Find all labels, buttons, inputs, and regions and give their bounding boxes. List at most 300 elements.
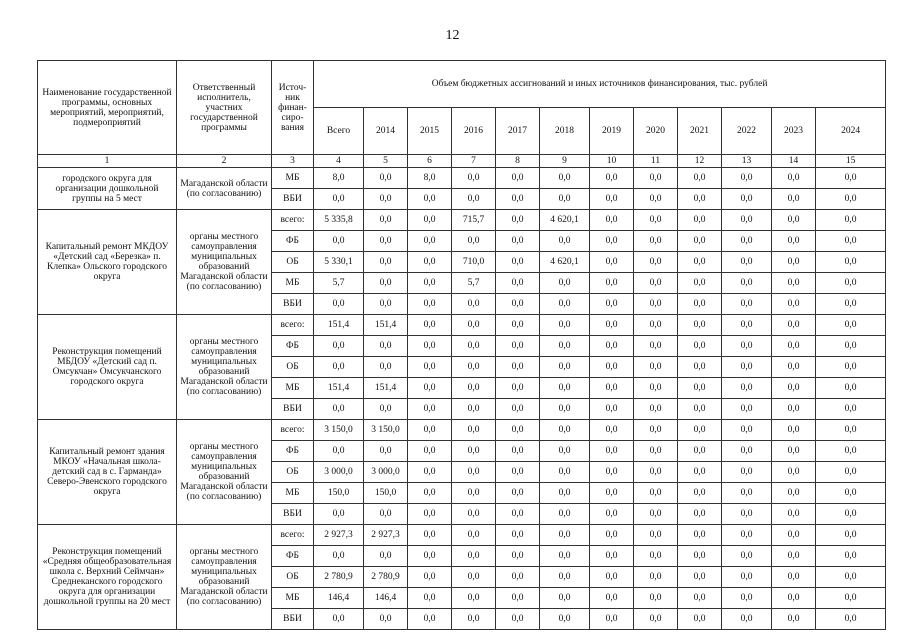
year-value-cell: 0,0 bbox=[634, 567, 678, 588]
year-value-cell: 0,0 bbox=[678, 357, 722, 378]
year-value-cell: 0,0 bbox=[816, 399, 886, 420]
header-name: Наименование государственной программы, основных мероприятий, мероприятий, подмероприятий bbox=[38, 61, 177, 155]
year-value-cell: 0,0 bbox=[634, 525, 678, 546]
year-value-cell: 0,0 bbox=[772, 588, 816, 609]
year-value-cell: 0,0 bbox=[452, 420, 496, 441]
total-cell: 0,0 bbox=[314, 189, 364, 210]
year-value-cell: 0,0 bbox=[634, 189, 678, 210]
budget-table bbox=[37, 60, 886, 630]
year-value-cell: 0,0 bbox=[816, 357, 886, 378]
year-value-cell: 0,0 bbox=[408, 273, 452, 294]
total-cell: 0,0 bbox=[314, 294, 364, 315]
year-value-cell: 0,0 bbox=[678, 462, 722, 483]
year-value-cell: 0,0 bbox=[364, 294, 408, 315]
year-value-cell: 0,0 bbox=[722, 273, 772, 294]
year-value-cell: 0,0 bbox=[496, 546, 540, 567]
year-value-cell: 0,0 bbox=[452, 399, 496, 420]
year-value-cell: 0,0 bbox=[678, 420, 722, 441]
total-cell: 146,4 bbox=[314, 588, 364, 609]
year-value-cell: 0,0 bbox=[496, 378, 540, 399]
total-cell: 0,0 bbox=[314, 399, 364, 420]
year-value-cell: 0,0 bbox=[590, 189, 634, 210]
total-cell: 0,0 bbox=[314, 609, 364, 630]
year-value-cell: 0,0 bbox=[722, 210, 772, 231]
year-value-cell: 2 927,3 bbox=[364, 525, 408, 546]
total-cell: 5,7 bbox=[314, 273, 364, 294]
year-value-cell: 0,0 bbox=[816, 462, 886, 483]
year-value-cell: 0,0 bbox=[678, 609, 722, 630]
year-value-cell: 0,0 bbox=[452, 357, 496, 378]
executor-name: органы местного самоуправления муниципальных образований Магаданской области (по согласованию) bbox=[177, 315, 272, 420]
year-value-cell: 0,0 bbox=[408, 252, 452, 273]
total-cell: 5 335,8 bbox=[314, 210, 364, 231]
year-value-cell: 0,0 bbox=[540, 588, 590, 609]
year-value-cell: 0,0 bbox=[364, 546, 408, 567]
year-value-cell: 0,0 bbox=[540, 336, 590, 357]
year-value-cell: 0,0 bbox=[678, 273, 722, 294]
year-value-cell: 0,0 bbox=[590, 315, 634, 336]
year-value-cell: 0,0 bbox=[772, 294, 816, 315]
year-value-cell: 0,0 bbox=[772, 357, 816, 378]
year-value-cell: 0,0 bbox=[452, 588, 496, 609]
year-value-cell: 0,0 bbox=[678, 315, 722, 336]
year-value-cell: 0,0 bbox=[678, 525, 722, 546]
year-value-cell: 0,0 bbox=[540, 525, 590, 546]
year-value-cell: 0,0 bbox=[496, 168, 540, 189]
header-year-2021: 2021 bbox=[678, 108, 722, 155]
year-value-cell: 0,0 bbox=[772, 378, 816, 399]
year-value-cell: 0,0 bbox=[540, 273, 590, 294]
year-value-cell: 0,0 bbox=[590, 609, 634, 630]
year-value-cell: 0,0 bbox=[496, 357, 540, 378]
year-value-cell: 0,0 bbox=[722, 168, 772, 189]
year-value-cell: 0,0 bbox=[772, 420, 816, 441]
total-cell: 3 000,0 bbox=[314, 462, 364, 483]
year-value-cell: 0,0 bbox=[496, 231, 540, 252]
year-value-cell: 0,0 bbox=[540, 189, 590, 210]
year-value-cell: 0,0 bbox=[540, 168, 590, 189]
year-value-cell: 0,0 bbox=[496, 273, 540, 294]
year-value-cell: 0,0 bbox=[722, 357, 772, 378]
year-value-cell: 151,4 bbox=[364, 378, 408, 399]
total-cell: 0,0 bbox=[314, 504, 364, 525]
year-value-cell: 0,0 bbox=[678, 441, 722, 462]
year-value-cell: 0,0 bbox=[678, 483, 722, 504]
year-value-cell: 0,0 bbox=[772, 273, 816, 294]
year-value-cell: 151,4 bbox=[364, 315, 408, 336]
year-value-cell: 0,0 bbox=[772, 168, 816, 189]
funding-source: МБ bbox=[272, 588, 314, 609]
year-value-cell: 4 620,1 bbox=[540, 252, 590, 273]
funding-source: ФБ bbox=[272, 231, 314, 252]
year-value-cell: 0,0 bbox=[816, 210, 886, 231]
year-value-cell: 0,0 bbox=[816, 420, 886, 441]
year-value-cell: 0,0 bbox=[816, 336, 886, 357]
column-number: 12 bbox=[678, 155, 722, 168]
year-value-cell: 0,0 bbox=[408, 525, 452, 546]
year-value-cell: 0,0 bbox=[590, 420, 634, 441]
year-value-cell: 0,0 bbox=[452, 525, 496, 546]
table-row bbox=[38, 420, 886, 441]
total-cell: 151,4 bbox=[314, 315, 364, 336]
year-value-cell: 0,0 bbox=[408, 378, 452, 399]
year-value-cell: 150,0 bbox=[364, 483, 408, 504]
year-value-cell: 0,0 bbox=[722, 189, 772, 210]
year-value-cell: 0,0 bbox=[722, 462, 772, 483]
table-body bbox=[38, 168, 886, 630]
year-value-cell: 0,0 bbox=[408, 462, 452, 483]
year-value-cell: 0,0 bbox=[452, 336, 496, 357]
year-value-cell: 0,0 bbox=[678, 546, 722, 567]
year-value-cell: 0,0 bbox=[634, 252, 678, 273]
year-value-cell: 0,0 bbox=[634, 231, 678, 252]
year-value-cell: 0,0 bbox=[452, 462, 496, 483]
column-number: 8 bbox=[496, 155, 540, 168]
year-value-cell: 3 150,0 bbox=[364, 420, 408, 441]
year-value-cell: 0,0 bbox=[678, 168, 722, 189]
column-number: 10 bbox=[590, 155, 634, 168]
year-value-cell: 0,0 bbox=[816, 294, 886, 315]
year-value-cell: 0,0 bbox=[408, 210, 452, 231]
total-cell: 150,0 bbox=[314, 483, 364, 504]
year-value-cell: 0,0 bbox=[816, 567, 886, 588]
year-value-cell: 0,0 bbox=[590, 231, 634, 252]
page-number: 12 bbox=[445, 28, 460, 43]
year-value-cell: 0,0 bbox=[816, 315, 886, 336]
year-value-cell: 0,0 bbox=[496, 420, 540, 441]
year-value-cell: 0,0 bbox=[540, 399, 590, 420]
column-number: 13 bbox=[722, 155, 772, 168]
column-number: 3 bbox=[272, 155, 314, 168]
header-year-2018: 2018 bbox=[540, 108, 590, 155]
year-value-cell: 0,0 bbox=[540, 609, 590, 630]
funding-source: ОБ bbox=[272, 252, 314, 273]
year-value-cell: 0,0 bbox=[722, 252, 772, 273]
year-value-cell: 0,0 bbox=[540, 231, 590, 252]
year-value-cell: 0,0 bbox=[722, 399, 772, 420]
year-value-cell: 0,0 bbox=[772, 231, 816, 252]
funding-source: ВБИ bbox=[272, 504, 314, 525]
funding-source: ВБИ bbox=[272, 189, 314, 210]
total-cell: 2 927,3 bbox=[314, 525, 364, 546]
column-number: 1 bbox=[38, 155, 177, 168]
year-value-cell: 146,4 bbox=[364, 588, 408, 609]
funding-source: всего: bbox=[272, 525, 314, 546]
executor-name: органы местного самоуправления муниципальных образований Магаданской области (по согласованию) bbox=[177, 210, 272, 315]
total-cell: 0,0 bbox=[314, 231, 364, 252]
year-value-cell: 0,0 bbox=[496, 483, 540, 504]
column-number: 2 bbox=[177, 155, 272, 168]
year-value-cell: 0,0 bbox=[590, 357, 634, 378]
executor-name: Магаданской области (по согласованию) bbox=[177, 168, 272, 210]
year-value-cell: 0,0 bbox=[678, 336, 722, 357]
year-value-cell: 0,0 bbox=[722, 546, 772, 567]
year-value-cell: 0,0 bbox=[678, 210, 722, 231]
year-value-cell: 0,0 bbox=[590, 567, 634, 588]
header-year-2022: 2022 bbox=[722, 108, 772, 155]
year-value-cell: 0,0 bbox=[408, 357, 452, 378]
year-value-cell: 2 780,9 bbox=[364, 567, 408, 588]
year-value-cell: 0,0 bbox=[590, 546, 634, 567]
year-value-cell: 0,0 bbox=[540, 294, 590, 315]
year-value-cell: 0,0 bbox=[496, 252, 540, 273]
year-value-cell: 0,0 bbox=[452, 231, 496, 252]
header-executor: Ответственный исполнитель, участних государственной программы bbox=[177, 61, 272, 155]
year-value-cell: 0,0 bbox=[678, 399, 722, 420]
funding-source: ВБИ bbox=[272, 399, 314, 420]
year-value-cell: 0,0 bbox=[816, 441, 886, 462]
year-value-cell: 0,0 bbox=[364, 231, 408, 252]
year-value-cell: 0,0 bbox=[722, 525, 772, 546]
year-value-cell: 0,0 bbox=[816, 252, 886, 273]
year-value-cell: 0,0 bbox=[634, 504, 678, 525]
year-value-cell: 0,0 bbox=[364, 336, 408, 357]
year-value-cell: 0,0 bbox=[496, 399, 540, 420]
year-value-cell: 0,0 bbox=[364, 504, 408, 525]
year-value-cell: 0,0 bbox=[678, 252, 722, 273]
year-value-cell: 0,0 bbox=[772, 462, 816, 483]
funding-source: МБ bbox=[272, 378, 314, 399]
year-value-cell: 0,0 bbox=[540, 462, 590, 483]
year-value-cell: 0,0 bbox=[590, 294, 634, 315]
year-value-cell: 0,0 bbox=[772, 609, 816, 630]
year-value-cell: 0,0 bbox=[540, 546, 590, 567]
year-value-cell: 0,0 bbox=[408, 315, 452, 336]
year-value-cell: 0,0 bbox=[634, 588, 678, 609]
year-value-cell: 0,0 bbox=[408, 588, 452, 609]
year-value-cell: 0,0 bbox=[364, 273, 408, 294]
year-value-cell: 0,0 bbox=[496, 294, 540, 315]
measure-name: Капитальный ремонт МКДОУ «Детский сад «Березка» п. Клепка» Ольского городского округа bbox=[38, 210, 177, 315]
year-value-cell: 0,0 bbox=[540, 567, 590, 588]
year-value-cell: 0,0 bbox=[452, 567, 496, 588]
column-number: 4 bbox=[314, 155, 364, 168]
year-value-cell: 0,0 bbox=[452, 546, 496, 567]
column-number: 11 bbox=[634, 155, 678, 168]
year-value-cell: 0,0 bbox=[772, 315, 816, 336]
funding-source: всего: bbox=[272, 210, 314, 231]
year-value-cell: 715,7 bbox=[452, 210, 496, 231]
year-value-cell: 0,0 bbox=[722, 336, 772, 357]
year-value-cell: 0,0 bbox=[772, 189, 816, 210]
year-value-cell: 0,0 bbox=[816, 483, 886, 504]
header-volume: Объем бюджетных ассигнований и иных источников финансирования, тыс. рублей bbox=[314, 61, 886, 108]
year-value-cell: 0,0 bbox=[590, 273, 634, 294]
year-value-cell: 0,0 bbox=[540, 504, 590, 525]
column-number: 9 bbox=[540, 155, 590, 168]
year-value-cell: 0,0 bbox=[816, 273, 886, 294]
year-value-cell: 0,0 bbox=[590, 210, 634, 231]
year-value-cell: 0,0 bbox=[722, 420, 772, 441]
funding-source: МБ bbox=[272, 273, 314, 294]
year-value-cell: 0,0 bbox=[452, 504, 496, 525]
table-row bbox=[38, 525, 886, 546]
year-value-cell: 0,0 bbox=[408, 546, 452, 567]
year-value-cell: 0,0 bbox=[496, 525, 540, 546]
total-cell: 0,0 bbox=[314, 546, 364, 567]
measure-name: Реконструкция помещений МБДОУ «Детский сад п. Омсукчан» Омсукчанского городского округа bbox=[38, 315, 177, 420]
year-value-cell: 0,0 bbox=[772, 336, 816, 357]
executor-name: органы местного самоуправления муниципальных образований Магаданской области (по согласованию) bbox=[177, 525, 272, 630]
year-value-cell: 0,0 bbox=[496, 504, 540, 525]
year-value-cell: 0,0 bbox=[452, 378, 496, 399]
funding-source: всего: bbox=[272, 315, 314, 336]
year-value-cell: 0,0 bbox=[590, 504, 634, 525]
year-value-cell: 0,0 bbox=[540, 378, 590, 399]
year-value-cell: 0,0 bbox=[590, 483, 634, 504]
year-value-cell: 0,0 bbox=[634, 462, 678, 483]
funding-source: МБ bbox=[272, 168, 314, 189]
year-value-cell: 0,0 bbox=[678, 294, 722, 315]
column-number: 5 bbox=[364, 155, 408, 168]
year-value-cell: 0,0 bbox=[408, 483, 452, 504]
funding-source: всего: bbox=[272, 420, 314, 441]
header-year-2015: 2015 bbox=[408, 108, 452, 155]
total-cell: 8,0 bbox=[314, 168, 364, 189]
total-cell: 0,0 bbox=[314, 336, 364, 357]
total-cell: 151,4 bbox=[314, 378, 364, 399]
year-value-cell: 0,0 bbox=[408, 420, 452, 441]
header-total: Всего bbox=[314, 108, 364, 155]
funding-source: ВБИ bbox=[272, 294, 314, 315]
funding-source: ФБ bbox=[272, 336, 314, 357]
year-value-cell: 0,0 bbox=[772, 525, 816, 546]
year-value-cell: 0,0 bbox=[816, 525, 886, 546]
year-value-cell: 5,7 bbox=[452, 273, 496, 294]
table-row bbox=[38, 315, 886, 336]
year-value-cell: 0,0 bbox=[722, 567, 772, 588]
funding-source: ФБ bbox=[272, 441, 314, 462]
year-value-cell: 0,0 bbox=[364, 210, 408, 231]
year-value-cell: 0,0 bbox=[408, 567, 452, 588]
year-value-cell: 0,0 bbox=[452, 294, 496, 315]
year-value-cell: 0,0 bbox=[678, 567, 722, 588]
table-row bbox=[38, 210, 886, 231]
year-value-cell: 0,0 bbox=[678, 189, 722, 210]
year-value-cell: 0,0 bbox=[772, 399, 816, 420]
year-value-cell: 0,0 bbox=[590, 378, 634, 399]
header-year-2017: 2017 bbox=[496, 108, 540, 155]
year-value-cell: 0,0 bbox=[452, 315, 496, 336]
year-value-cell: 0,0 bbox=[408, 336, 452, 357]
year-value-cell: 0,0 bbox=[496, 210, 540, 231]
year-value-cell: 0,0 bbox=[364, 441, 408, 462]
year-value-cell: 0,0 bbox=[496, 588, 540, 609]
year-value-cell: 0,0 bbox=[452, 441, 496, 462]
header-year-2023: 2023 bbox=[772, 108, 816, 155]
year-value-cell: 0,0 bbox=[634, 273, 678, 294]
year-value-cell: 0,0 bbox=[496, 441, 540, 462]
funding-source: ФБ bbox=[272, 546, 314, 567]
year-value-cell: 0,0 bbox=[408, 441, 452, 462]
table-row bbox=[38, 168, 886, 189]
year-value-cell: 0,0 bbox=[722, 378, 772, 399]
year-value-cell: 0,0 bbox=[634, 441, 678, 462]
year-value-cell: 0,0 bbox=[364, 168, 408, 189]
funding-source: МБ bbox=[272, 483, 314, 504]
year-value-cell: 0,0 bbox=[634, 168, 678, 189]
year-value-cell: 0,0 bbox=[634, 357, 678, 378]
year-value-cell: 0,0 bbox=[496, 609, 540, 630]
year-value-cell: 0,0 bbox=[540, 483, 590, 504]
year-value-cell: 8,0 bbox=[408, 168, 452, 189]
year-value-cell: 0,0 bbox=[364, 357, 408, 378]
funding-source: ОБ bbox=[272, 462, 314, 483]
year-value-cell: 0,0 bbox=[496, 189, 540, 210]
year-value-cell: 0,0 bbox=[590, 525, 634, 546]
year-value-cell: 0,0 bbox=[678, 231, 722, 252]
year-value-cell: 0,0 bbox=[634, 399, 678, 420]
header-year-2016: 2016 bbox=[452, 108, 496, 155]
year-value-cell: 0,0 bbox=[496, 336, 540, 357]
total-cell: 0,0 bbox=[314, 441, 364, 462]
year-value-cell: 0,0 bbox=[722, 231, 772, 252]
measure-name: городского округа для организации дошкольной группы на 5 мест bbox=[38, 168, 177, 210]
header-year-2024: 2024 bbox=[816, 108, 886, 155]
year-value-cell: 0,0 bbox=[634, 420, 678, 441]
year-value-cell: 710,0 bbox=[452, 252, 496, 273]
year-value-cell: 0,0 bbox=[634, 294, 678, 315]
measure-name: Реконструкция помещений «Средняя общеобразовательная школа с. Верхний Сеймчан» Среднеканского городского округа для организации дошкольной группы на 20 мест bbox=[38, 525, 177, 630]
total-cell: 3 150,0 bbox=[314, 420, 364, 441]
year-value-cell: 0,0 bbox=[772, 210, 816, 231]
year-value-cell: 0,0 bbox=[816, 609, 886, 630]
year-value-cell: 0,0 bbox=[540, 315, 590, 336]
year-value-cell: 0,0 bbox=[634, 378, 678, 399]
column-number: 6 bbox=[408, 155, 452, 168]
year-value-cell: 0,0 bbox=[634, 546, 678, 567]
column-numbers-row bbox=[38, 155, 886, 168]
total-cell: 5 330,1 bbox=[314, 252, 364, 273]
year-value-cell: 0,0 bbox=[722, 315, 772, 336]
year-value-cell: 0,0 bbox=[408, 609, 452, 630]
year-value-cell: 0,0 bbox=[634, 609, 678, 630]
header-year-2020: 2020 bbox=[634, 108, 678, 155]
total-cell: 0,0 bbox=[314, 357, 364, 378]
year-value-cell: 0,0 bbox=[364, 609, 408, 630]
year-value-cell: 0,0 bbox=[634, 210, 678, 231]
year-value-cell: 0,0 bbox=[408, 189, 452, 210]
year-value-cell: 0,0 bbox=[678, 588, 722, 609]
year-value-cell: 0,0 bbox=[496, 567, 540, 588]
year-value-cell: 0,0 bbox=[590, 168, 634, 189]
year-value-cell: 0,0 bbox=[590, 441, 634, 462]
year-value-cell: 0,0 bbox=[540, 441, 590, 462]
year-value-cell: 0,0 bbox=[816, 546, 886, 567]
year-value-cell: 0,0 bbox=[772, 546, 816, 567]
year-value-cell: 0,0 bbox=[816, 168, 886, 189]
year-value-cell: 0,0 bbox=[816, 231, 886, 252]
year-value-cell: 0,0 bbox=[590, 462, 634, 483]
year-value-cell: 0,0 bbox=[772, 441, 816, 462]
executor-name: органы местного самоуправления муниципальных образований Магаданской области (по согласованию) bbox=[177, 420, 272, 525]
year-value-cell: 3 000,0 bbox=[364, 462, 408, 483]
year-value-cell: 0,0 bbox=[452, 483, 496, 504]
year-value-cell: 0,0 bbox=[816, 378, 886, 399]
year-value-cell: 0,0 bbox=[772, 567, 816, 588]
column-number: 7 bbox=[452, 155, 496, 168]
year-value-cell: 0,0 bbox=[364, 399, 408, 420]
year-value-cell: 0,0 bbox=[452, 168, 496, 189]
header-year-2019: 2019 bbox=[590, 108, 634, 155]
funding-source: ОБ bbox=[272, 567, 314, 588]
year-value-cell: 0,0 bbox=[408, 399, 452, 420]
funding-source: ВБИ bbox=[272, 609, 314, 630]
year-value-cell: 0,0 bbox=[408, 504, 452, 525]
year-value-cell: 0,0 bbox=[634, 315, 678, 336]
year-value-cell: 0,0 bbox=[452, 189, 496, 210]
year-value-cell: 0,0 bbox=[772, 483, 816, 504]
